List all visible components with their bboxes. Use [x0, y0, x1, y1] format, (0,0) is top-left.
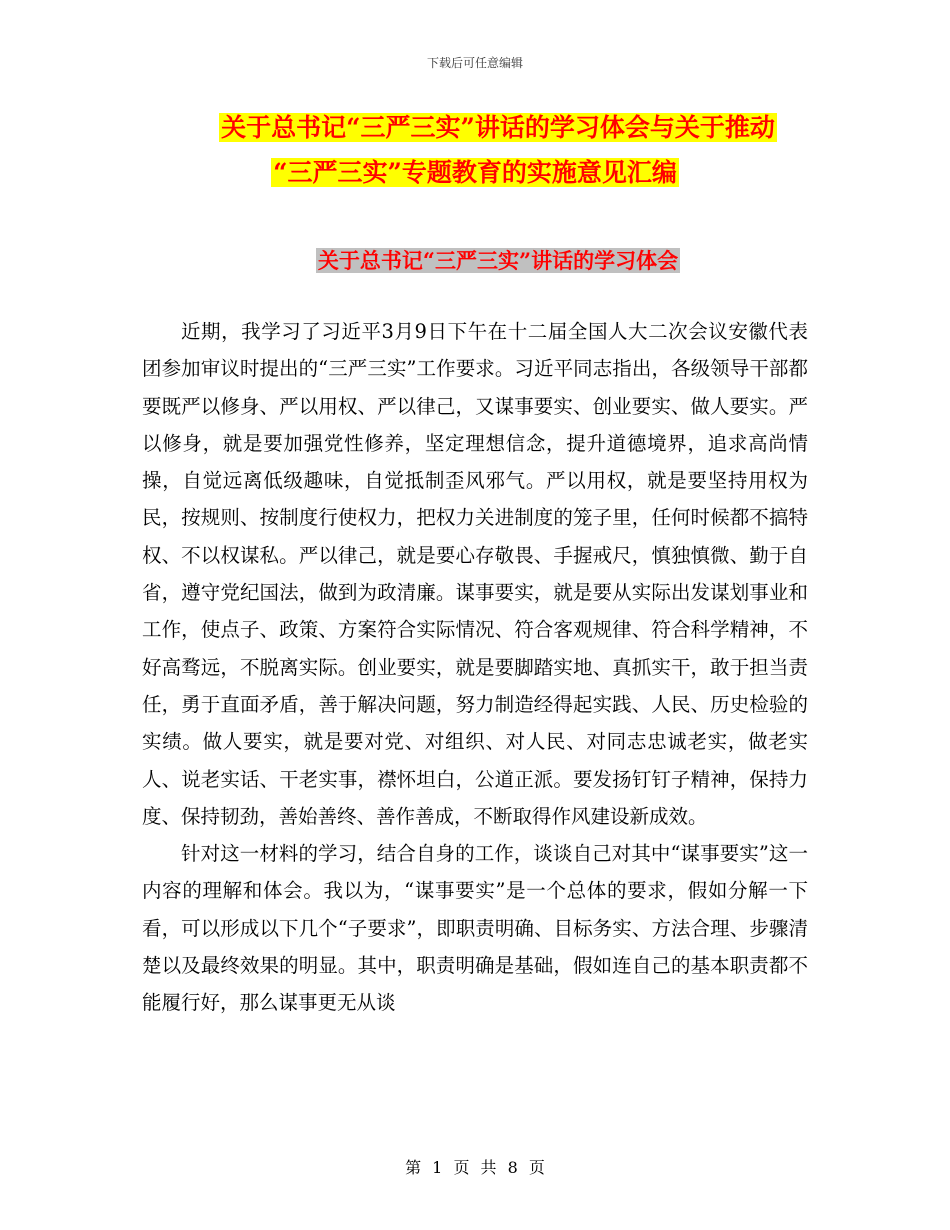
section-title: [0, 244, 950, 278]
main-title-line-2: [0, 155, 950, 191]
main-title-line-2-text: “三严三实”专题教育的实施意见汇编: [273, 158, 677, 187]
paragraph-1: 近期，我学习了习近平3月9日下午在十二届全国人大二次会议安徽代表团参加审议时提出的“三严三实”工作要求。习近平同志指出，各级领导干部都要既严以修身、严以用权、严以律己，又谋事要实、创业要实、做人要实。严以修身，就是要加强党性修养，坚定理想信念，提升道德境界，追求高尚情操，自觉远离低级趣味，自觉抵制歪风邪气。严以用权，就是要坚持用权为民，按规则、按制度行使权力，把权力关进制度的笼子里，任何时候都不搞特权、不以权谋私。严以律己，就是要心存敬畏、手握戒尺，慎独慎微、勤于自省，遵守党纪国法，做到为政清廉。谋事要实，就是要从实际出发谋划事业和工作，使点子、政策、方案符合实际情况、符合客观规律、符合科学精神，不好高骛远，不脱离实际。创业要实，就是要脚踏实地、真抓实干，敢于担当责任，勇于直面矛盾，善于解决问题，努力制造经得起实践、人民、历史检验的实绩。做人要实，就是要对党、对组织、对人民、对同志忠诚老实，做老实人、说老实话、干老实事，襟怀坦白，公道正派。要发扬钉钉子精神，保持力度、保持韧劲，善始善终、善作善成，不断取得作风建设新成效。: [142, 320, 808, 828]
paragraph-2: 针对这一材料的学习，结合自身的工作，谈谈自己对其中“谋事要实”这一内容的理解和体会。我以为，“谋事要实”是一个总体的要求，假如分解一下看，可以形成以下几个“子要求”，即职责明确、目标务实、方法合理、步骤清楚以及最终效果的明显。其中，职责明确是基础，假如连自己的基本职责都不能履行好，那么谋事更无从谈: [142, 842, 808, 1015]
page-footer: 第 1 页 共 8 页: [405, 1158, 545, 1177]
main-title-line-1: [0, 110, 950, 146]
section-title-text: 关于总书记“三严三实”讲话的学习体会: [317, 248, 679, 273]
body-text: [142, 313, 808, 1022]
header-note: 下载后可任意编辑: [426, 56, 523, 70]
main-title-line-1-text: 关于总书记“三严三实”讲话的学习体会与关于推动: [221, 113, 775, 142]
